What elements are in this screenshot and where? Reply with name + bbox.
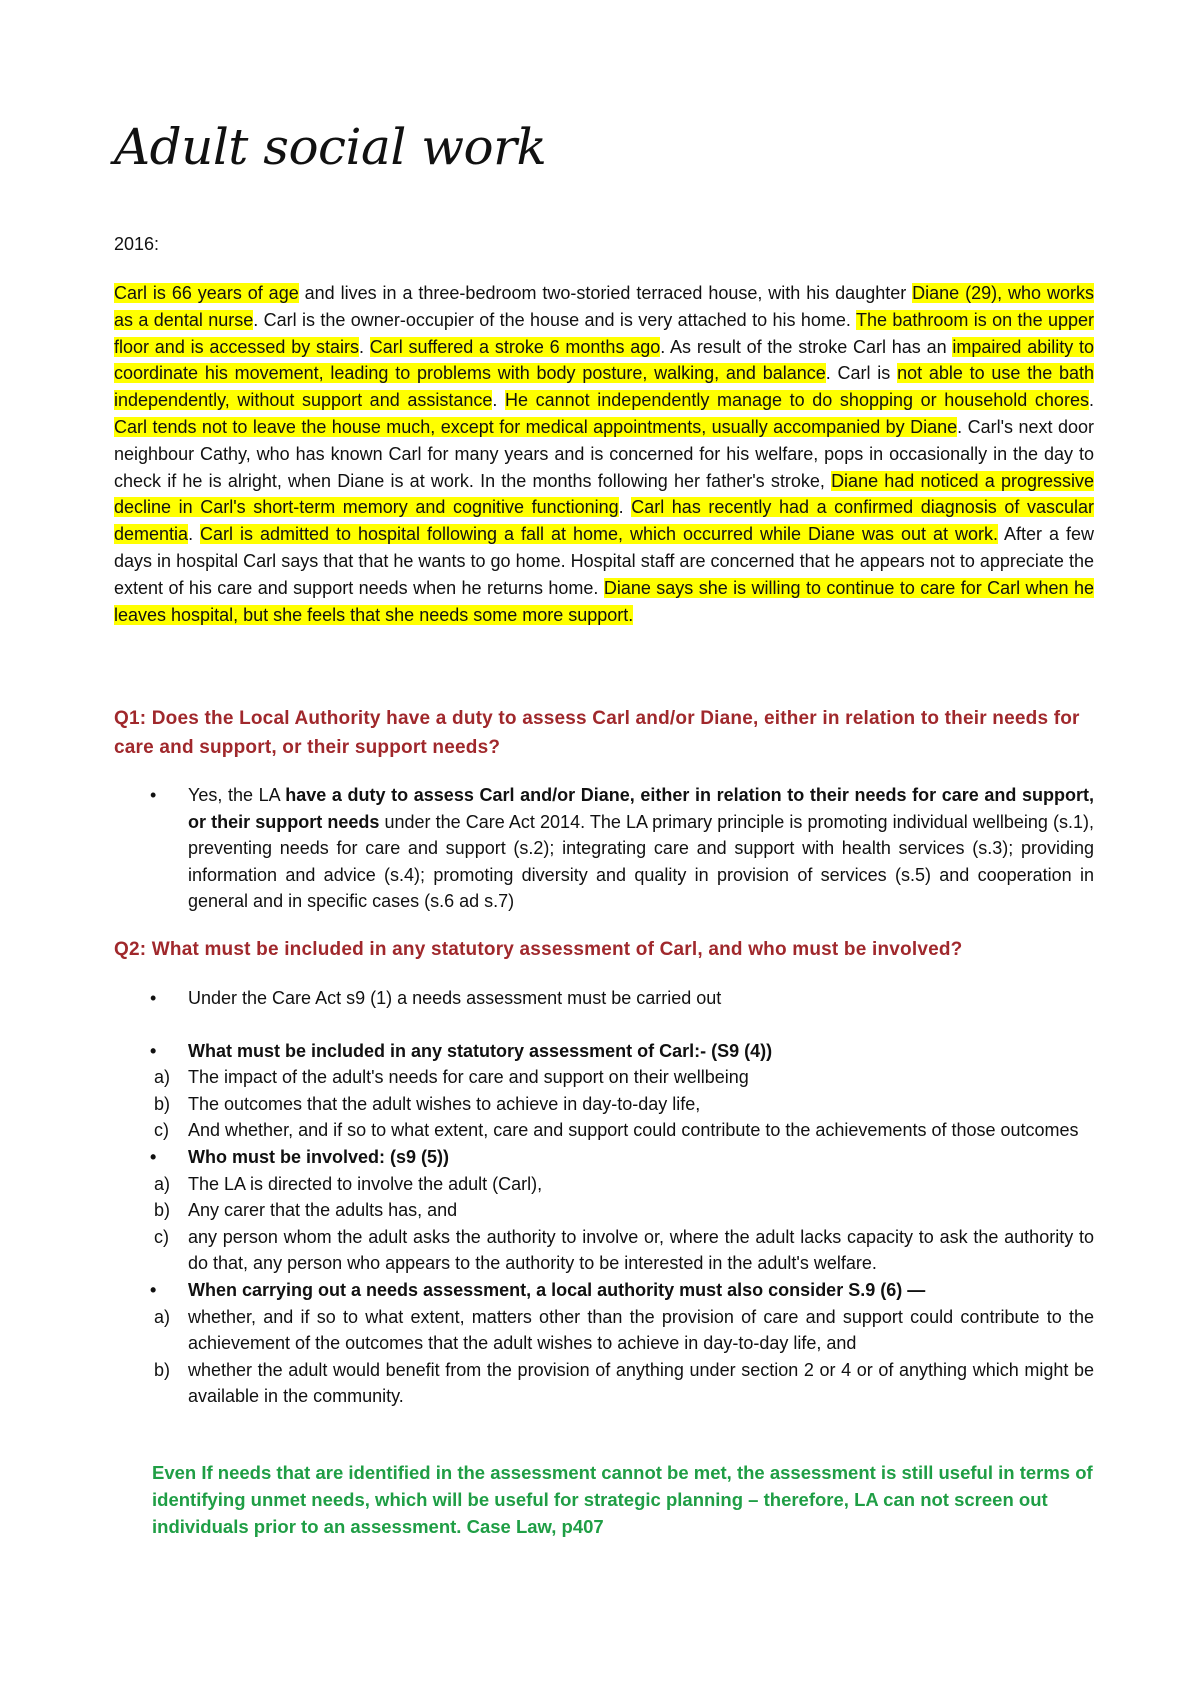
answer-bold: have a duty to assess Carl and/or Diane, either in relation to their needs for care and support, or their support needs [188, 785, 1094, 832]
highlight: Diane says she is willing to continue to care for Carl when he leaves hospital, but she feels that she needs some more support. [114, 577, 1095, 625]
list-item [114, 782, 1094, 915]
text: . [359, 336, 370, 357]
item-text: any person whom the adult asks the authority to involve or, where the adult lacks capacity to ask the authority to do that, any person who appears to the authority to be interested in the adult's welfare. [188, 1226, 1094, 1274]
list-heading [114, 1038, 1094, 1065]
highlight: Carl tends not to leave the house much, except for medical appointments, usually accompanied by Diane [114, 416, 958, 437]
q1-heading: Q1: Does the Local Authority have a duty to assess Carl and/or Diane, either in relation to their needs for care and support, or their support needs? [114, 708, 1080, 758]
text: . Carl's next door neighbour Cathy, who has known Carl for many years and is concerned for his welfare, pops in occasionally in the day to check if he is alright, when Diane is at work. In the months following her father's stroke, [114, 416, 1094, 491]
list-item [114, 1197, 1094, 1224]
list-item [114, 1091, 1094, 1118]
q2-heading: Q2: What must be included in any statutory assessment of Carl, and who must be involved? [114, 939, 963, 960]
list-item [114, 1064, 1094, 1091]
item-label: c) [154, 1226, 169, 1247]
item-text: The impact of the adult's needs for care and support on their wellbeing [188, 1067, 749, 1088]
item-text: The outcomes that the adult wishes to achieve in day-to-day life, [188, 1093, 701, 1114]
highlight: The bathroom is on the upper floor and is accessed by stairs [114, 309, 1094, 357]
text: . [188, 524, 201, 545]
item-text: And whether, and if so to what extent, care and support could contribute to the achievements of those outcomes [188, 1120, 1079, 1141]
involved-heading: Who must be involved: (s9 (5)) [188, 1146, 450, 1167]
highlight: Carl suffered a stroke 6 months ago [369, 336, 661, 357]
bullet: • [150, 1279, 157, 1300]
item-label: b) [154, 1093, 171, 1114]
bullet: • [150, 988, 157, 1008]
highlight: Carl is 66 years of age [114, 283, 299, 303]
text: . As result of the stroke Carl has an [660, 336, 953, 357]
answer-text: under the Care Act 2014. The LA primary principle is promoting individual wellbeing (s.1), preventing needs for care and support (s.2); integrating care and support with health services (s.3); providing information and advice (s.4); promoting diversity and quality in provision of services (s.5) and cooperation in general and in specific cases (s.6 ad s.7) [188, 811, 1094, 912]
list-item [114, 985, 1094, 1012]
case-study-paragraph [114, 280, 1094, 628]
highlight: Diane had noticed a progressive decline in Carl's short-term memory and cognitive functioning [114, 470, 1094, 518]
item-label: a) [154, 1306, 171, 1327]
consider-heading: When carrying out a needs assessment, a local authority must also consider S.9 (6) — [188, 1279, 926, 1300]
q2-answer-list [114, 985, 1094, 1410]
list-item [114, 1171, 1094, 1198]
list-heading [114, 1277, 1094, 1304]
list-item [114, 1117, 1094, 1144]
highlight: He cannot independently manage to do shopping or household chores [505, 390, 1089, 411]
text: and lives in a three-bedroom two-storied terraced house, with his daughter [298, 283, 913, 303]
list-item [114, 1304, 1094, 1357]
year-label: 2016: [114, 234, 160, 254]
item-text: whether the adult would benefit from the provision of anything under section 2 or 4 or of anything which might be available in the community. [188, 1359, 1094, 1407]
item-label: a) [154, 1067, 171, 1088]
document-title: Adult social work [114, 118, 547, 176]
highlight: Carl has recently had a confirmed diagnosis of vascular dementia [114, 497, 1094, 545]
text: . [618, 497, 632, 518]
text: . Carl is [825, 363, 898, 384]
list-heading [114, 1144, 1094, 1171]
text: . [1088, 390, 1094, 411]
answer-text: Yes, the LA [188, 785, 286, 805]
bullet: • [150, 1040, 157, 1061]
bullet: • [150, 785, 157, 805]
highlight: impaired ability to coordinate his movement, leading to problems with body posture, walking, and balance [114, 336, 1095, 384]
included-heading: What must be included in any statutory assessment of Carl:- (S9 (4)) [188, 1040, 773, 1061]
item-label: a) [154, 1173, 171, 1194]
item-label: c) [154, 1120, 169, 1141]
item-text: The LA is directed to involve the adult (Carl), [188, 1173, 543, 1194]
intro-text: Under the Care Act s9 (1) a needs assessment must be carried out [188, 988, 722, 1008]
bullet: • [150, 1146, 157, 1167]
text: . Carl is the owner-occupier of the house and is very attached to his home. [253, 309, 856, 330]
text: . [492, 390, 505, 411]
item-text: Any carer that the adults has, and [188, 1200, 458, 1221]
highlight: Diane (29), who works as a dental nurse [114, 283, 1094, 330]
item-text: whether, and if so to what extent, matters other than the provision of care and support could contribute to the achievement of the outcomes that the adult wishes to achieve in day-to-day life, and [188, 1306, 1094, 1354]
highlight: not able to use the bath independently, without support and assistance [114, 363, 1095, 411]
conclusion-note: Even If needs that are identified in the assessment cannot be met, the assessment is still useful in terms of identifying unmet needs, which will be useful for strategic planning – therefore, LA can not screen out individuals prior to an assessment. Case Law, p407 [152, 1462, 1093, 1537]
q1-answer-list [114, 782, 1094, 915]
list-item [114, 1224, 1094, 1277]
list-item [114, 1357, 1094, 1410]
text: After a few days in hospital Carl says that that he wants to go home. Hospital staff are concerned that he appears not to appreciate the extent of his care and support needs when he returns home. [114, 524, 1094, 598]
item-label: b) [154, 1200, 171, 1221]
item-label: b) [154, 1359, 171, 1380]
highlight: Carl is admitted to hospital following a fall at home, which occurred while Diane was out at work. [200, 524, 999, 545]
